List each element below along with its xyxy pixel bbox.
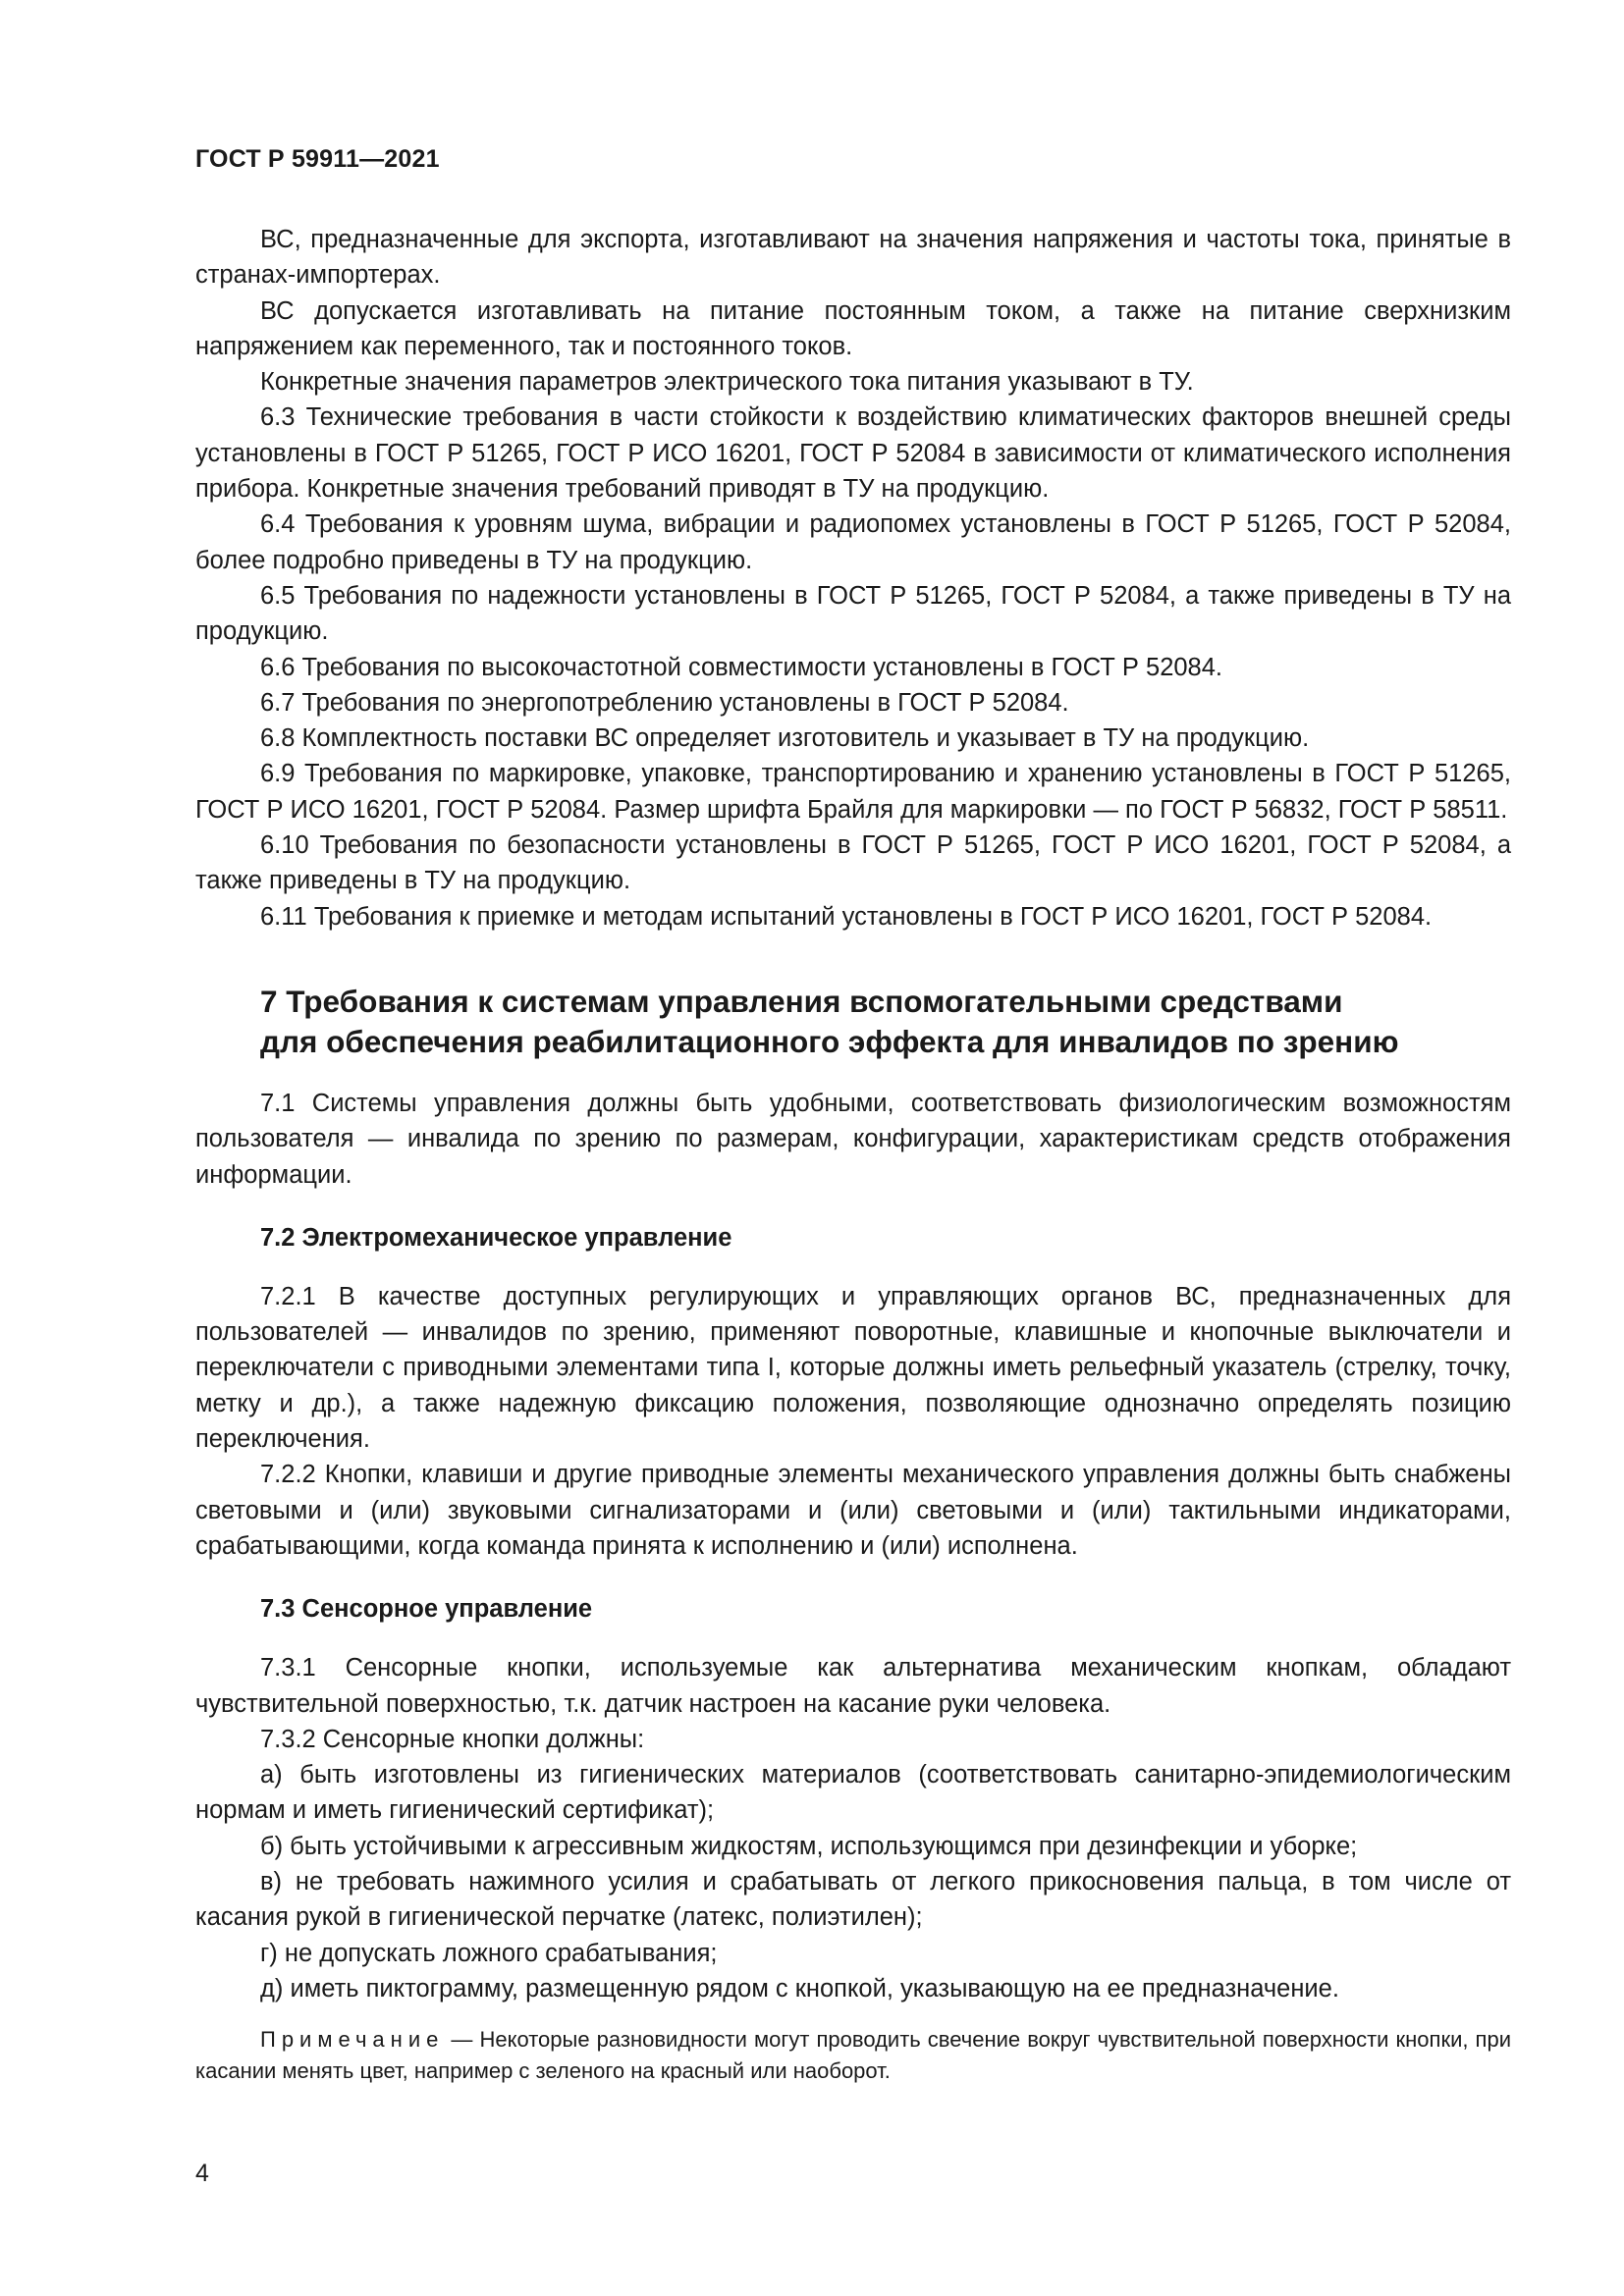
section-7-title-line-1: 7 Требования к системам управления вспомогательными средствами — [260, 983, 1343, 1019]
section-7-title-line-2: для обеспечения реабилитационного эффекта для инвалидов по зрению — [260, 1023, 1399, 1059]
subsection-7-2-title: 7.2 Электромеханическое управление — [260, 1223, 732, 1252]
list-item-b: б) быть устойчивыми к агрессивным жидкостям, использующимся при дезинфекции и уборке; — [260, 1832, 1358, 1860]
note — [195, 2024, 1511, 2087]
note-label: Примечание — [260, 2027, 445, 2053]
paragraph-7-2-2: 7.2.2 Кнопки, клавиши и другие приводные элементы механического управления должны быть снабжены световыми и (или) звуковыми сигнализаторами и (или) световыми и (или) тактильными индикаторами, срабатывающими, когда команда принята к исполнению и (или) исполнена. — [195, 1461, 1511, 1560]
paragraph-6-7: 6.7 Требования по энергопотреблению установлены в ГОСТ Р 52084. — [260, 688, 1069, 717]
note-text: — Некоторые разновидности могут проводить свечение вокруг чувствительной поверхности кнопки, при касании менять цвет, например с зеленого на красный или наоборот. — [195, 2027, 1511, 2084]
page-number: 4 — [195, 2160, 209, 2187]
list-item-a: а) быть изготовлены из гигиенических материалов (соответствовать санитарно-эпидемиологическим нормам и иметь гигиенический сертификат); — [195, 1761, 1511, 1825]
document-body — [195, 222, 1511, 2087]
paragraph-6-6: 6.6 Требования по высокочастотной совместимости установлены в ГОСТ Р 52084. — [260, 653, 1223, 681]
paragraph: ВС допускается изготавливать на питание постоянным током, а также на питание сверхнизким напряжением как переменного, так и постоянного токов. — [195, 296, 1511, 360]
paragraph: ВС, предназначенные для экспорта, изготавливают на значения напряжения и частоты тока, принятые в странах-импортерах. — [195, 226, 1511, 290]
paragraph-7-3-2: 7.3.2 Сенсорные кнопки должны: — [260, 1725, 645, 1753]
paragraph-6-8: 6.8 Комплектность поставки ВС определяет изготовитель и указывает в ТУ на продукцию. — [260, 724, 1310, 753]
list-item-v: в) не требовать нажимного усилия и срабатывать от легкого прикосновения пальца, в том числе от касания рукой в гигиенической перчатке (латекс, полиэтилен); — [195, 1867, 1511, 1932]
paragraph: Конкретные значения параметров электрического тока питания указывают в ТУ. — [260, 368, 1194, 397]
paragraph-7-2-1: 7.2.1 В качестве доступных регулирующих и управляющих органов ВС, предназначенных для пользователей — инвалидов по зрению, применяют поворотные, клавишные и кнопочные выключатели и переключатели с приводными элементами типа I, которые должны иметь рельефный указатель (стрелку, точку, метку и др.), а также надежную фиксацию положения, позволяющие однозначно определять позицию переключения. — [195, 1282, 1511, 1454]
document-header: ГОСТ Р 59911—2021 — [195, 145, 440, 173]
paragraph-7-1: 7.1 Системы управления должны быть удобными, соответствовать физиологическим возможностям пользователя — инвалида по зрению по размерам, конфигурации, характеристикам средств отображения информации. — [195, 1089, 1511, 1189]
paragraph-6-5: 6.5 Требования по надежности установлены в ГОСТ Р 51265, ГОСТ Р 52084, а также приведены в ТУ на продукцию. — [195, 581, 1511, 646]
subsection-7-3-title: 7.3 Сенсорное управление — [260, 1595, 593, 1624]
list-item-g: г) не допускать ложного срабатывания; — [260, 1939, 718, 1967]
list-item-d: д) иметь пиктограмму, размещенную рядом с кнопкой, указывающую на ее предназначение. — [260, 1974, 1339, 2002]
paragraph-6-3: 6.3 Технические требования в части стойкости к воздействию климатических факторов внешней среды установлены в ГОСТ Р 51265, ГОСТ Р ИСО 16201, ГОСТ Р 52084 в зависимости от климатического исполнения прибора. Конкретные значения требований приводят в ТУ на продукцию. — [195, 403, 1511, 504]
paragraph-6-11: 6.11 Требования к приемке и методам испытаний установлены в ГОСТ Р ИСО 16201, ГОСТ Р 52084. — [260, 902, 1433, 931]
section-7-title — [195, 982, 1511, 1062]
paragraph-7-3-1: 7.3.1 Сенсорные кнопки, используемые как альтернатива механическим кнопкам, обладают чувствительной поверхностью, т.к. датчик настроен на касание руки человека. — [195, 1654, 1511, 1718]
paragraph-6-10: 6.10 Требования по безопасности установлены в ГОСТ Р 51265, ГОСТ Р ИСО 16201, ГОСТ Р 52084, а также приведены в ТУ на продукцию. — [195, 831, 1511, 895]
paragraph-6-4: 6.4 Требования к уровням шума, вибрации и радиопомех установлены в ГОСТ Р 51265, ГОСТ Р 52084, более подробно приведены в ТУ на продукцию. — [195, 510, 1511, 574]
paragraph-6-9: 6.9 Требования по маркировке, упаковке, транспортированию и хранению установлены в ГОСТ Р 51265, ГОСТ Р ИСО 16201, ГОСТ Р 52084. Размер шрифта Брайля для маркировки — по ГОСТ Р 56832, ГОСТ Р 58511. — [195, 760, 1511, 824]
